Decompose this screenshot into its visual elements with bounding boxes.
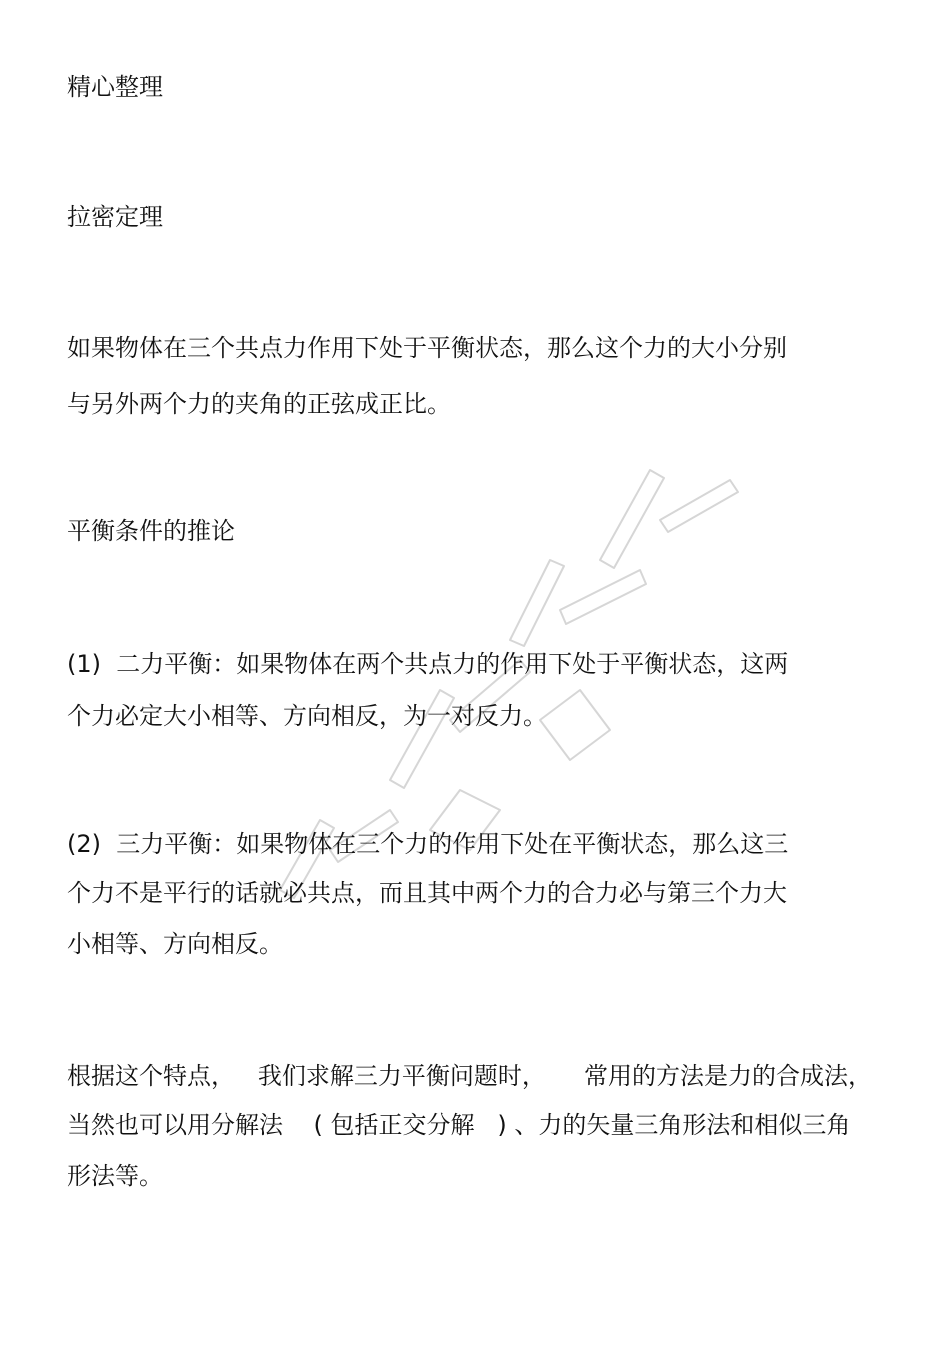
list-item-line: 个力必定大小相等、方向相反，为一对反力。: [67, 702, 547, 730]
section-heading-corollary: 平衡条件的推论: [67, 517, 235, 545]
list-item-line: 小相等、方向相反。: [67, 930, 283, 958]
list-item-line: (2) 三力平衡：如果物体在三个力的作用下处在平衡状态，那么这三: [67, 830, 789, 858]
paragraph-line: 形法等。: [67, 1162, 163, 1190]
paragraph-line: 与另外两个力的夹角的正弦成正比。: [67, 390, 451, 418]
section-heading-lami: 拉密定理: [67, 203, 163, 231]
paragraph-line: 如果物体在三个共点力作用下处于平衡状态，那么这个力的大小分别: [67, 334, 787, 362]
list-item-line: 个力不是平行的话就必共点，而且其中两个力的合力必与第三个力大: [67, 879, 787, 907]
paragraph-line: 根据这个特点， 我们求解三力平衡问题时， 常用的方法是力的合成法，: [67, 1062, 873, 1090]
paragraph-line: 当然也可以用分解法 ( 包括正交分解 ) 、力的矢量三角形法和相似三角: [67, 1111, 851, 1139]
list-item-line: (1) 二力平衡：如果物体在两个共点力的作用下处于平衡状态，这两: [67, 650, 789, 678]
header-note: 精心整理: [67, 73, 163, 101]
